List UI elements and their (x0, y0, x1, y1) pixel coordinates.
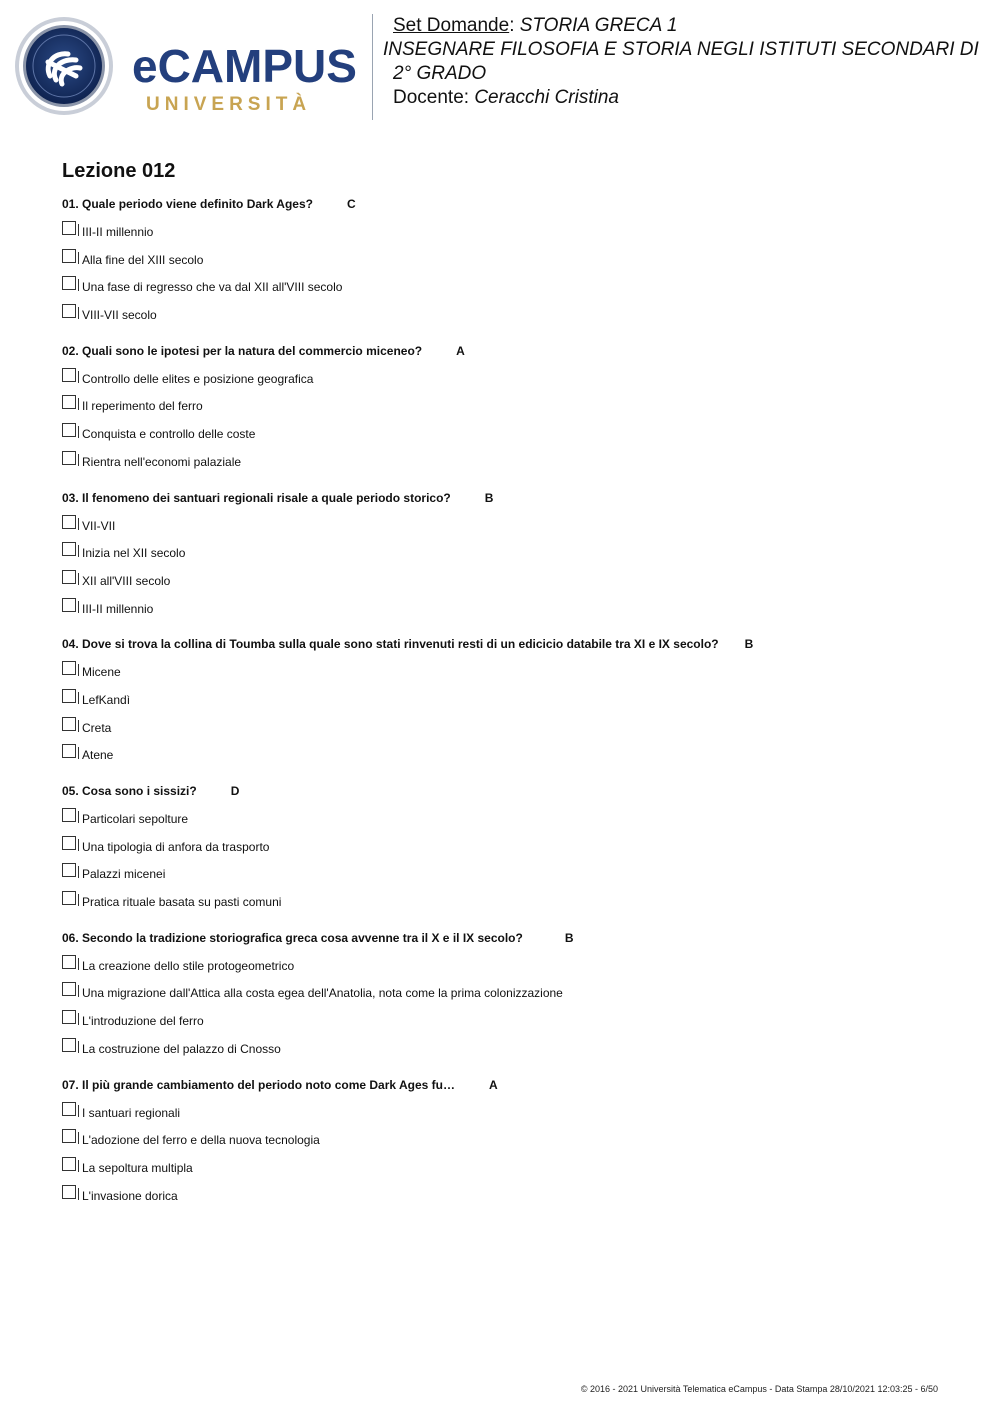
option-label: Alla fine del XIII secolo (82, 252, 204, 267)
question-03 (62, 489, 962, 626)
answer-key: B (484, 490, 494, 505)
answer-key: D (230, 784, 240, 798)
option-label: L'introduzione del ferro (82, 1014, 204, 1029)
question-text: 07. Il più grande cambiamento del periodo noto come Dark Ages fu… A (62, 1077, 498, 1092)
checkbox[interactable] (62, 598, 76, 612)
checkbox[interactable] (62, 451, 76, 465)
option-label: Inizia nel XII secolo (82, 546, 186, 561)
option-label: XII all'VIII secolo (82, 573, 171, 588)
option-a[interactable] (62, 368, 962, 396)
checkbox[interactable] (62, 395, 76, 409)
option-label: La creazione dello stile protogeometrico (82, 958, 295, 973)
option-b[interactable] (62, 982, 962, 1010)
question-text: 04. Dove si trova la collina di Toumba sulla quale sono stati rinvenuti resti di un edicicio databile tra XI e IX secolo? B (62, 637, 754, 652)
checkbox[interactable] (62, 717, 76, 731)
question-07 (62, 1076, 962, 1213)
option-c[interactable] (62, 1157, 962, 1185)
teacher-line (383, 86, 993, 110)
checkbox[interactable] (62, 304, 76, 318)
option-c[interactable] (62, 717, 962, 745)
option-b[interactable] (62, 689, 962, 717)
answer-key: B (744, 637, 754, 652)
option-label: Una fase di regresso che va dal XII all'VIII secolo (82, 280, 343, 295)
option-d[interactable] (62, 1038, 962, 1066)
option-c[interactable] (62, 863, 962, 891)
option-b[interactable] (62, 249, 962, 277)
option-label: I santuari regionali (82, 1105, 181, 1120)
teacher-label: Docente: (393, 87, 470, 108)
option-a[interactable] (62, 808, 962, 836)
header-divider (372, 14, 373, 120)
option-label: Pratica rituale basata su pasti comuni (82, 895, 282, 910)
checkbox[interactable] (62, 891, 76, 905)
option-label: LefKandì (82, 692, 131, 707)
logo-wordmark: eCAMPUS (132, 40, 357, 92)
checkbox[interactable] (62, 1102, 76, 1116)
checkbox[interactable] (62, 1038, 76, 1052)
option-a[interactable] (62, 1102, 962, 1130)
checkbox[interactable] (62, 1129, 76, 1143)
checkbox[interactable] (62, 221, 76, 235)
option-d[interactable] (62, 598, 962, 626)
option-d[interactable] (62, 891, 962, 919)
checkbox[interactable] (62, 1010, 76, 1024)
checkbox[interactable] (62, 1157, 76, 1171)
option-label: Particolari sepolture (82, 812, 189, 826)
option-c[interactable] (62, 276, 962, 304)
option-b[interactable] (62, 542, 962, 570)
option-label: Creta (82, 720, 112, 735)
checkbox[interactable] (62, 1185, 76, 1199)
option-label: VII-VII (82, 518, 116, 533)
option-label: Rientra nell'economi palaziale (82, 454, 242, 469)
set-value: STORIA GRECA 1 (519, 15, 678, 36)
option-label: Palazzi micenei (82, 867, 166, 882)
checkbox[interactable] (62, 570, 76, 584)
set-label: Set Domande (393, 15, 510, 36)
option-b[interactable] (62, 1129, 962, 1157)
checkbox[interactable] (62, 515, 76, 529)
option-a[interactable] (62, 955, 962, 983)
option-label: VIII-VII secolo (82, 308, 157, 323)
header-info (383, 14, 993, 110)
option-label: Una tipologia di anfora da trasporto (82, 839, 270, 854)
checkbox[interactable] (62, 249, 76, 263)
option-label: Conquista e controllo delle coste (82, 427, 256, 442)
checkbox[interactable] (62, 863, 76, 877)
option-d[interactable] (62, 744, 962, 772)
option-c[interactable] (62, 423, 962, 451)
checkbox[interactable] (62, 836, 76, 850)
option-label: III-II millennio (82, 601, 154, 616)
checkbox[interactable] (62, 955, 76, 969)
lesson-title: Lezione 012 (62, 160, 176, 182)
checkbox[interactable] (62, 982, 76, 996)
question-05 (62, 782, 962, 919)
option-label: Micene (82, 665, 121, 680)
question-02 (62, 342, 962, 479)
checkbox[interactable] (62, 542, 76, 556)
answer-key: C (346, 197, 356, 211)
option-a[interactable] (62, 515, 962, 543)
question-01 (62, 195, 962, 332)
option-c[interactable] (62, 1010, 962, 1038)
question-text: 06. Secondo la tradizione storiografica greca cosa avvenne tra il X e il IX secolo? B (62, 930, 574, 945)
option-label: Atene (82, 748, 114, 763)
ecampus-logo (14, 14, 359, 118)
question-text: 02. Quali sono le ipotesi per la natura del commercio miceneo? A (62, 343, 465, 358)
option-b[interactable] (62, 836, 962, 864)
checkbox[interactable] (62, 368, 76, 382)
checkbox[interactable] (62, 689, 76, 703)
option-c[interactable] (62, 570, 962, 598)
option-b[interactable] (62, 395, 962, 423)
option-d[interactable] (62, 304, 962, 332)
question-text: 01. Quale periodo viene definito Dark Ages? C (62, 197, 356, 211)
logo-subtext: UNIVERSITÀ (146, 94, 312, 115)
checkbox[interactable] (62, 661, 76, 675)
question-list (62, 195, 962, 1222)
option-label: L'adozione del ferro e della nuova tecnologia (82, 1133, 320, 1148)
option-label: L'invasione dorica (82, 1188, 178, 1203)
option-label: La costruzione del palazzo di Cnosso (82, 1041, 281, 1056)
option-label: Una migrazione dall'Attica alla costa egea dell'Anatolia, nota come la prima colonizzazione (82, 986, 563, 1001)
option-a[interactable] (62, 661, 962, 689)
option-label: La sepoltura multipla (82, 1160, 193, 1175)
set-line: Set Domande: STORIA GRECA 1 (393, 15, 678, 36)
question-04 (62, 635, 962, 772)
question-06 (62, 929, 962, 1066)
page-header (0, 0, 1000, 130)
question-text: 03. Il fenomeno dei santuari regionali risale a quale periodo storico? B (62, 490, 494, 505)
checkbox[interactable] (62, 276, 76, 290)
answer-key: B (564, 930, 574, 945)
option-a[interactable] (62, 221, 962, 249)
checkbox[interactable] (62, 744, 76, 758)
question-text: 05. Cosa sono i sissizi? D (62, 784, 240, 798)
option-label: Il reperimento del ferro (82, 399, 203, 414)
course-line-2: 2° GRADO (393, 63, 487, 84)
checkbox[interactable] (62, 423, 76, 437)
option-d[interactable] (62, 1185, 962, 1213)
course-line-1: INSEGNARE FILOSOFIA E STORIA NEGLI ISTITUTI SECONDARI DI (383, 39, 979, 60)
answer-key: A (456, 343, 465, 358)
checkbox[interactable] (62, 808, 76, 822)
teacher-value: Ceracchi Cristina (474, 87, 619, 108)
answer-key: A (488, 1077, 498, 1092)
option-d[interactable] (62, 451, 962, 479)
option-label: Controllo delle elites e posizione geografica (82, 371, 314, 386)
option-label: III-II millennio (82, 225, 154, 239)
page-footer: © 2016 - 2021 Università Telematica eCampus - Data Stampa 28/10/2021 12:03:25 - 6/50 (580, 1384, 938, 1394)
